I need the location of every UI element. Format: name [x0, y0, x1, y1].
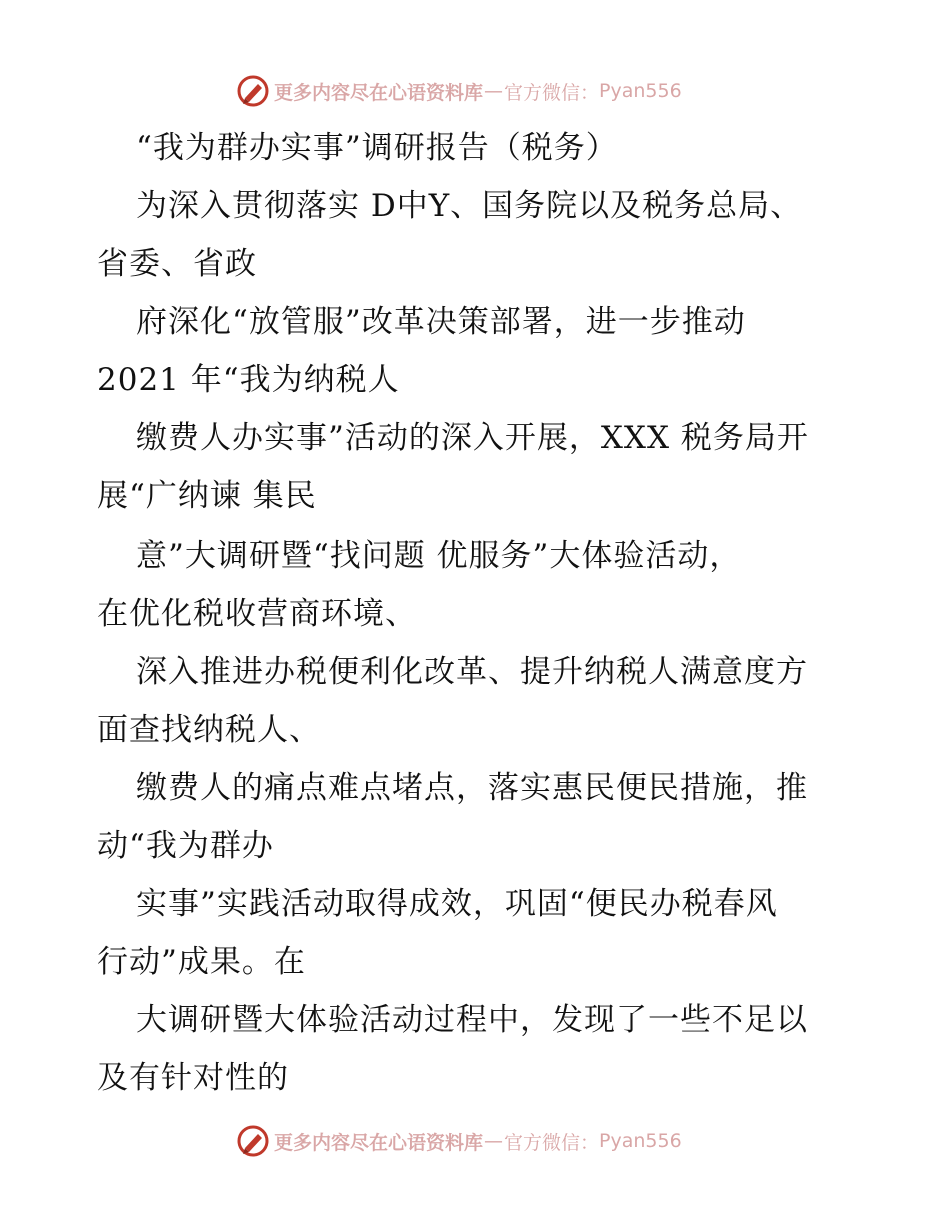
- body-line: 意”大调研暨“找问题 优服务”大体验活动，: [136, 538, 742, 574]
- body-line: 展“广纳谏 集民: [97, 478, 317, 514]
- pen-logo-icon: [236, 74, 270, 108]
- watermark-text: 更多内容尽在心语资料库: [274, 1131, 484, 1154]
- watermark-wechat-id: Pyan556: [599, 80, 682, 102]
- watermark-dash: —: [484, 1130, 504, 1152]
- body-line: 为深入贯彻落实 D中Y、国务院以及税务总局、: [136, 188, 803, 224]
- body-line: 在优化税收营商环境、: [97, 596, 417, 632]
- body-line: 行动”成果。在: [97, 944, 306, 980]
- body-line: 府深化“放管服”改革决策部署，进一步推动: [136, 304, 746, 340]
- body-line: 动“我为群办: [97, 828, 274, 864]
- body-line: 实事”实践活动取得成效，巩固“便民办税春风: [136, 886, 778, 922]
- document-title: “我为群办实事”调研报告（税务）: [136, 130, 618, 166]
- footer-watermark: [236, 1122, 682, 1160]
- watermark-official-label: 官方微信：: [504, 81, 600, 104]
- body-line: 面查找纳税人、: [97, 712, 321, 748]
- watermark-text: 更多内容尽在心语资料库: [274, 81, 484, 104]
- watermark-wechat-id: Pyan556: [599, 1130, 682, 1152]
- body-line: 及有针对性的: [97, 1060, 289, 1096]
- body-line: 省委、省政: [97, 246, 257, 282]
- watermark-official-label: 官方微信：: [504, 1131, 600, 1154]
- body-line: 缴费人的痛点难点堵点，落实惠民便民措施，推: [136, 770, 808, 806]
- body-line: 2021 年“我为纳税人: [97, 362, 400, 398]
- watermark-dash: —: [484, 80, 504, 102]
- body-line: 缴费人办实事”活动的深入开展，XXX 税务局开: [136, 420, 809, 456]
- header-watermark: [236, 72, 682, 110]
- body-line: 大调研暨大体验活动过程中，发现了一些不足以: [136, 1002, 808, 1038]
- body-line: 深入推进办税便利化改革、提升纳税人满意度方: [136, 654, 808, 690]
- pen-logo-icon: [236, 1124, 270, 1158]
